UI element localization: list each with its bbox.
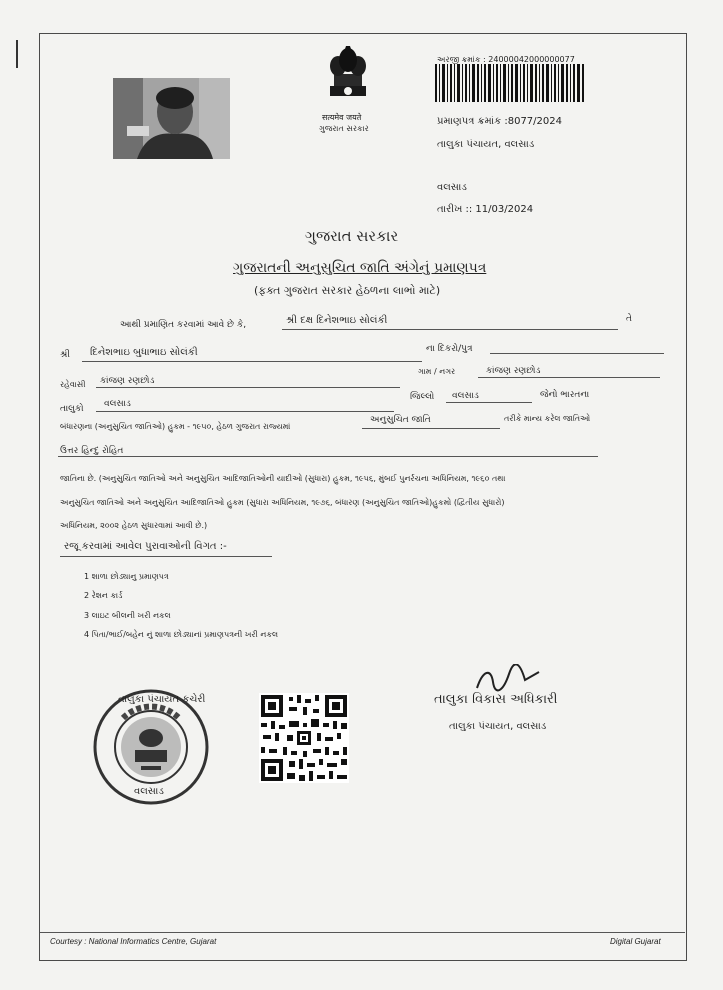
government-title: ગુજરાત સરકાર xyxy=(305,227,399,245)
footer-brand: Digital Gujarat xyxy=(610,937,661,946)
taluka-label: તાલુકો xyxy=(60,404,84,414)
caste-value: ઉત્તર હિન્દુ રોહિત xyxy=(60,446,124,456)
certificate-subtitle: (ફક્ત ગુજરાત સરકાર હેઠળના લાભો માટે) xyxy=(254,284,441,297)
qr-code xyxy=(259,693,349,783)
emblem-caption: ગુજરાત સરકાર xyxy=(319,124,369,133)
signatory-designation: તાલુકા વિકાસ અધિકારી xyxy=(434,692,558,707)
evidence-item: 2 રેશન કાર્ડ xyxy=(84,591,123,600)
recognized-text: તરીકે માન્ય કરેલ જાતિઓ xyxy=(504,414,591,423)
caste-class-value: અનુસુચિત જાતિ xyxy=(370,415,431,425)
certificate-holder-name: શ્રી દક્ષ દિનેશભાઇ સોલંકી xyxy=(286,315,388,326)
relation-label: ના દિકરો/પુત્ર xyxy=(426,344,473,354)
evidence-heading: રજૂ કરવામાં આવેલ પુરાવાઓની વિગત :- xyxy=(64,541,227,552)
taluka-value: વલસાડ xyxy=(104,399,131,409)
application-number: અરજી ક્રમાંક : 24000042000000077 xyxy=(437,55,575,64)
evidence-item: 1 શાળા છોડ્યાનુ પ્રમાણપત્ર xyxy=(84,572,169,581)
village-underline xyxy=(478,377,660,378)
certify-label: આથી પ્રમાણિત કરવામાં આવે છે કે, xyxy=(120,320,247,330)
state-label: જેનો ભારતના xyxy=(540,390,590,400)
certificate-border xyxy=(39,33,687,961)
signatory-office: તાલુકા પંચાયત, વલસાડ xyxy=(449,721,547,732)
paragraph-line-2: અનુસુચિત જાતિઓ અને અનુસુચિત આદિજાતિઓ હુકમ (સુધારા અધિનિયમ, ૧૯૭૬, બંધારણ (અનુસુચિત જાતિઓ)હુકમો (દ્વિતીય સુધારો) xyxy=(60,498,505,507)
district-underline xyxy=(446,402,532,403)
evidence-item: 3 લાઇટ બીલની ખરી નકલ xyxy=(84,611,171,620)
father-name: દિનેશભાઇ બુધાભાઇ સોલંકી xyxy=(90,347,198,358)
caste-underline xyxy=(58,456,598,457)
village-value: કાંજણ રણછોડ xyxy=(486,366,541,376)
footer-courtesy: Courtesy : National Informatics Centre, Gujarat xyxy=(50,937,217,946)
seal-top-text: તાલુકા પંચાયત કચેરી xyxy=(118,694,206,705)
district-label: જિલ્લો xyxy=(410,392,435,402)
scan-mark xyxy=(16,40,18,68)
issuer-office: તાલુકા પંચાયત, વલસાડ xyxy=(437,139,535,150)
district-value: વલસાડ xyxy=(452,391,479,401)
certificate-number: પ્રમાણપત્ર ક્રમાંક :8077/2024 xyxy=(437,116,562,127)
resident-value: કાંજણ રણછોડ xyxy=(100,376,155,386)
barcode xyxy=(435,64,584,102)
taluka-underline xyxy=(96,411,394,412)
village-label: ગામ / નગર xyxy=(418,367,456,376)
resident-label: રહેવાસી xyxy=(60,380,86,389)
issue-place: વલસાડ xyxy=(437,182,467,193)
caste-class-underline xyxy=(362,428,500,429)
constitution-text: બંધારણના (અનુસુચિત જાતિઓ) હુકમ - ૧૯૫૦, હેઠળ ગુજરાત રાજ્યમાં xyxy=(60,422,291,431)
name-suffix: તે xyxy=(626,314,632,324)
relation-underline xyxy=(490,353,664,354)
emblem-motto: सत्यमेव जयते xyxy=(322,113,362,122)
national-emblem xyxy=(316,44,380,116)
applicant-photo xyxy=(113,78,230,159)
paragraph-line-3: અધિનિયમ, ૨૦૦૨ હેઠળ સુધારવામાં આવી છે.) xyxy=(60,521,208,530)
footer-divider xyxy=(40,932,685,933)
name-underline xyxy=(282,329,618,330)
certificate-title: ગુજરાતની અનુસુચિત જાતિ અંગેનું પ્રમાણપત્ર xyxy=(233,260,487,276)
father-underline xyxy=(82,361,422,362)
resident-underline xyxy=(96,387,400,388)
evidence-item: 4 પિતા/ભાઈ/બહેન નું શાળા છોડ્યાનાં પ્રમાણપત્રની ખરી નકલ xyxy=(84,630,279,639)
evidence-heading-underline xyxy=(60,556,272,557)
issue-date: તારીખ :: 11/03/2024 xyxy=(437,204,534,215)
officer-signature xyxy=(473,664,543,694)
paragraph-line-1: જાતિના છે. (અનુસુચિત જાતિઓ અને અનુસુચિત આદિજાતિઓની યાદીઓ (સુધારા) હુકમ, ૧૯૫૬, મુંબઈ પુનર્રચના અધિનિયમ, ૧૯૬૦ તથા xyxy=(60,474,506,483)
seal-bottom-text: વલસાડ xyxy=(134,786,164,797)
shri-label: શ્રી xyxy=(60,350,70,360)
